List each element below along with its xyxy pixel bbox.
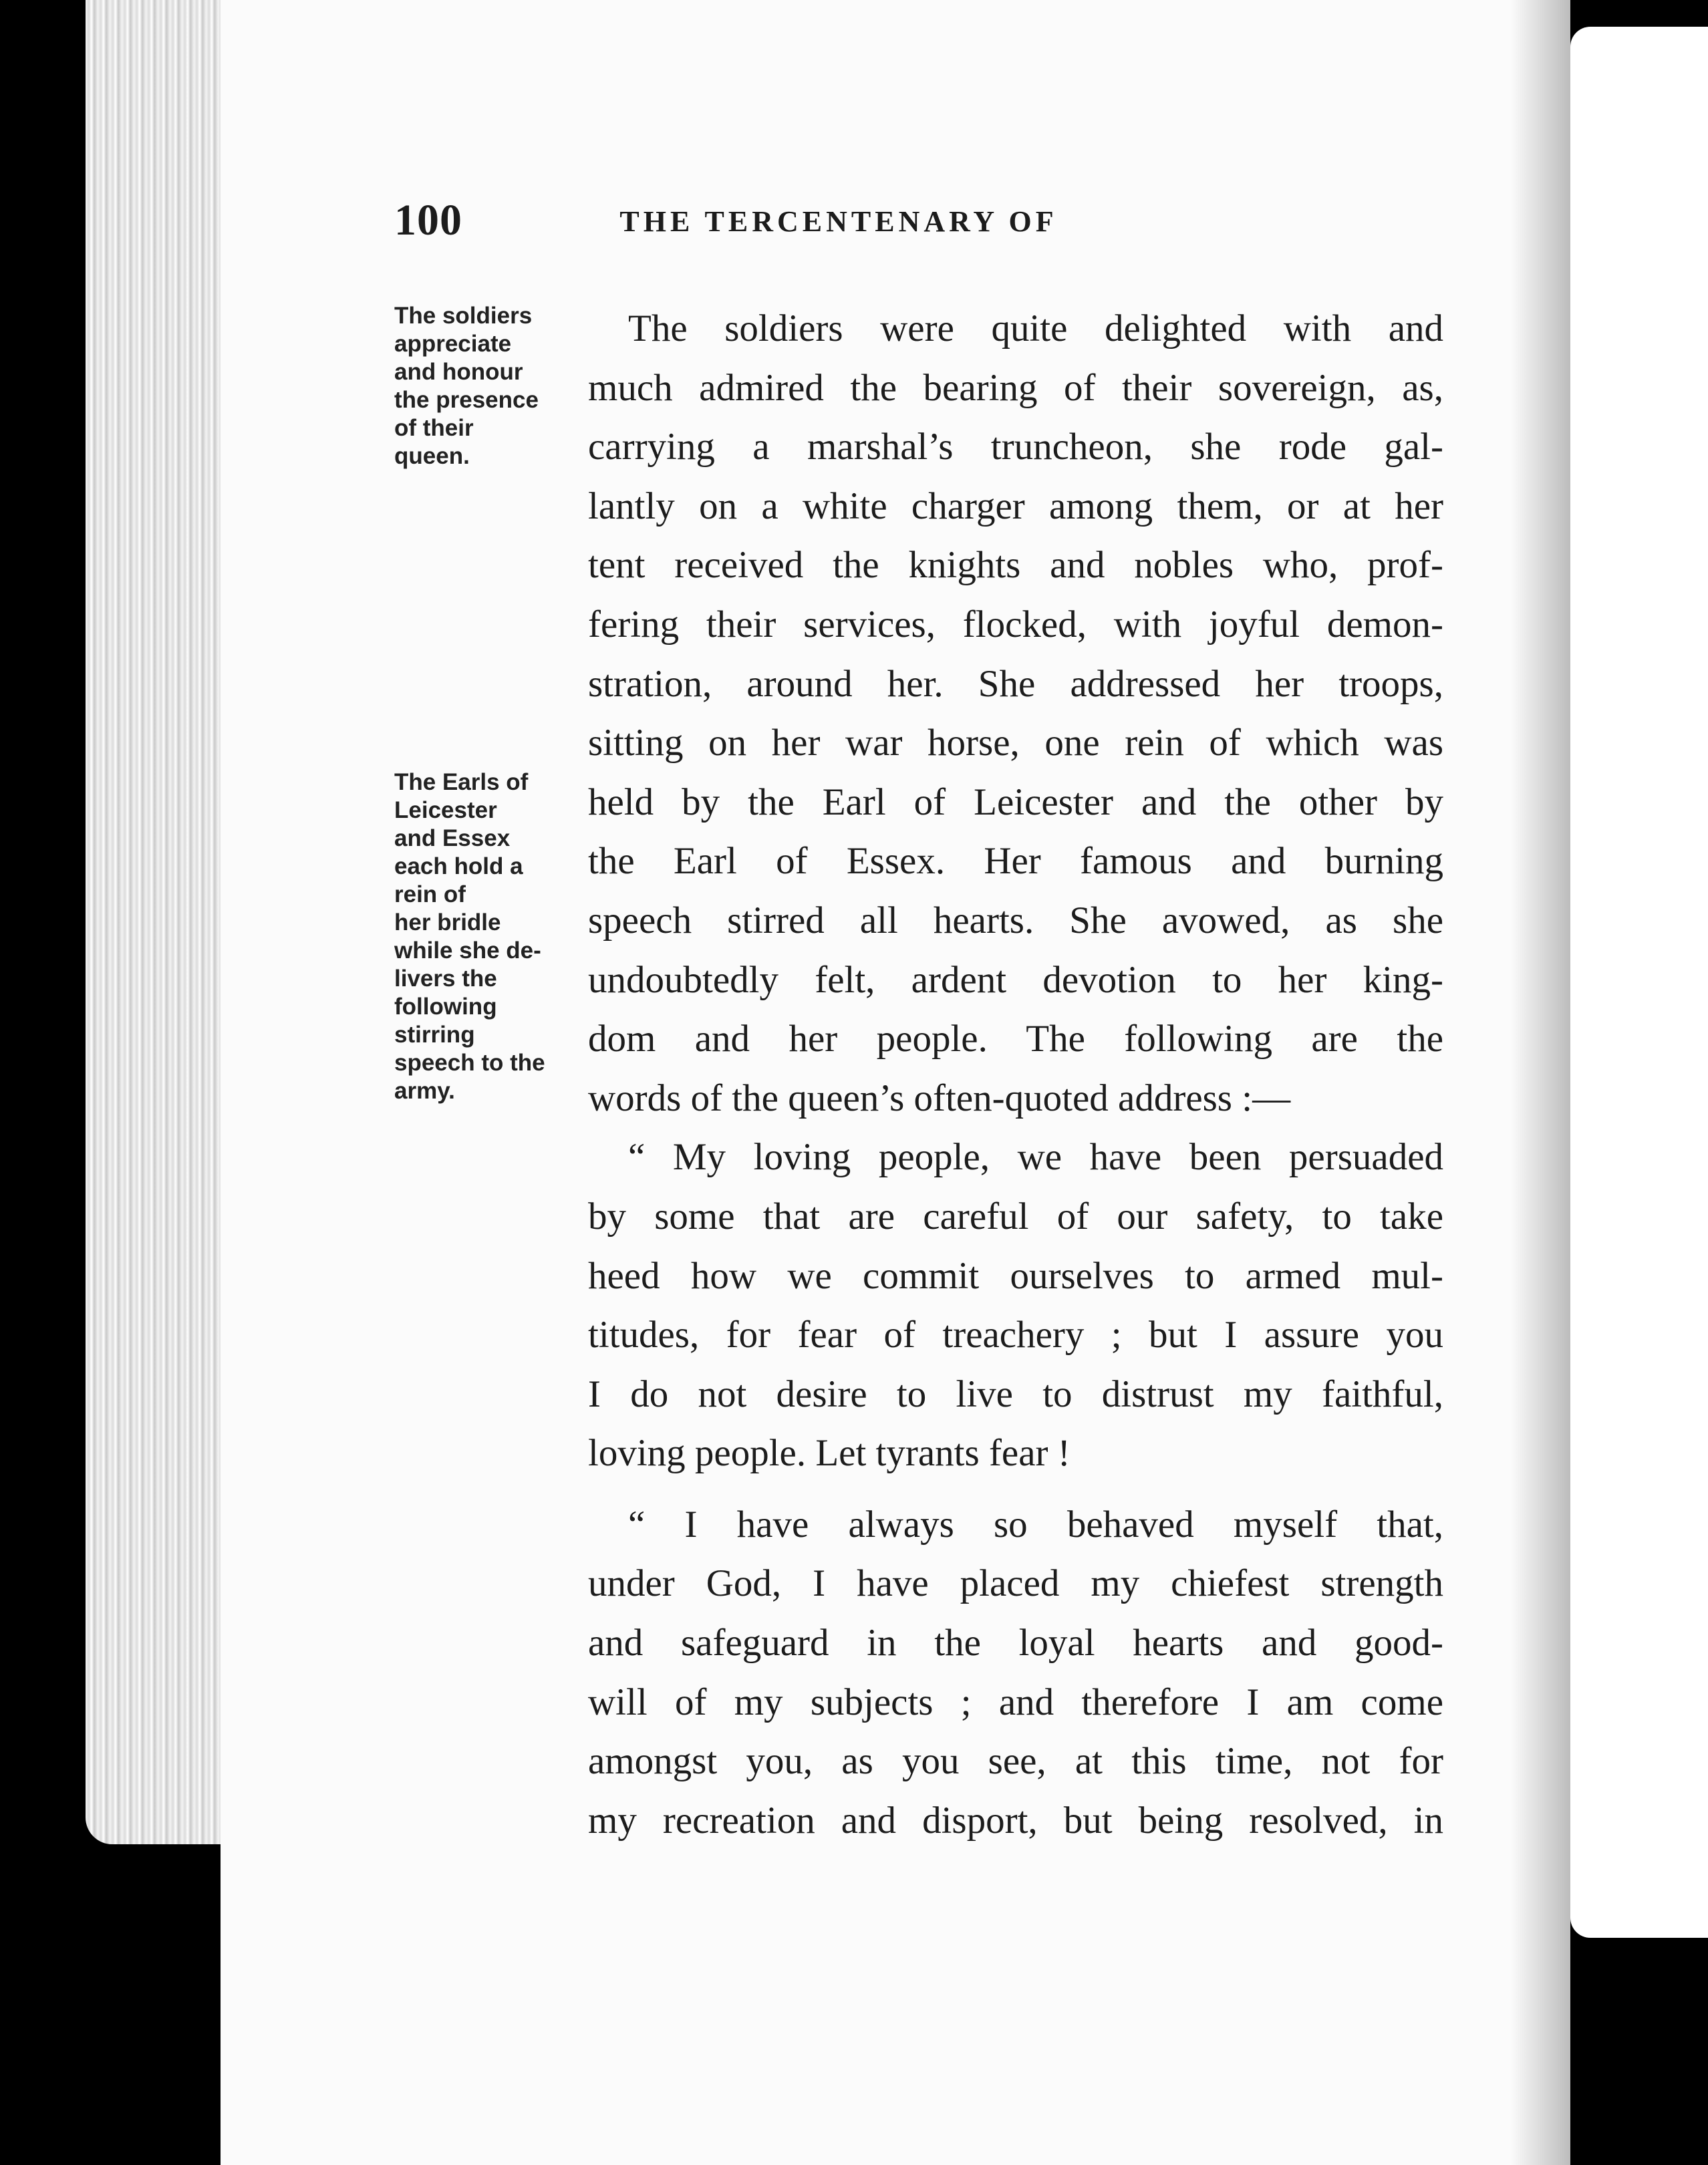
text-line: carrying a marshal’s truncheon, she rode gal- — [588, 426, 1443, 468]
text-line: my recreation and disport, but being resolved, in — [588, 1799, 1443, 1842]
text-line: much admired the bearing of their sovereign, as, — [588, 366, 1443, 409]
text-line: by some that are careful of our safety, to take — [588, 1195, 1443, 1238]
sidenote-line: following — [394, 994, 497, 1020]
sidenote-line: the presence — [394, 387, 539, 413]
text-line: and safeguard in the loyal hearts and good- — [588, 1622, 1443, 1665]
text-line: words of the queen’s often-quoted address :— — [588, 1076, 1291, 1119]
sidenote-line: The soldiers — [394, 303, 533, 329]
sidenote-line: Leicester — [394, 797, 497, 823]
text-line: undoubtedly felt, ardent devotion to her king- — [588, 958, 1443, 1001]
text-line: the Earl of Essex. Her famous and burning — [588, 840, 1443, 883]
text-line: will of my subjects ; and therefore I am come — [588, 1681, 1443, 1723]
text-line: “ I have always so behaved myself that, — [628, 1503, 1443, 1546]
sidenote-line: of their — [394, 415, 474, 441]
sidenote-line: speech to the — [394, 1050, 545, 1076]
page-number: 100 — [394, 196, 462, 245]
text-line: fering their services, flocked, with joyful demon- — [588, 603, 1443, 645]
sidenote-line: rein of — [394, 881, 466, 907]
text-line: speech stirred all hearts. She avowed, as she — [588, 899, 1443, 942]
sidenote-line: and honour — [394, 359, 523, 385]
sidenote-line: and Essex — [394, 825, 511, 851]
sidenote-line: livers the — [394, 966, 497, 992]
sidenote-line: queen. — [394, 443, 470, 469]
sidenote-earls — [394, 768, 595, 1105]
sidenote-line: army. — [394, 1078, 455, 1104]
text-line: tent received the knights and nobles who, prof- — [588, 544, 1443, 587]
text-line: lantly on a white charger among them, or at her — [588, 484, 1443, 527]
text-line: heed how we commit ourselves to armed mul- — [588, 1254, 1443, 1297]
running-title: THE TERCENTENARY OF — [619, 205, 1058, 238]
text-line: dom and her people. The following are the — [588, 1018, 1443, 1060]
text-line: I do not desire to live to distrust my faithful, — [588, 1373, 1443, 1415]
facing-page-edge — [1570, 27, 1708, 1938]
sidenote-line: her bridle — [394, 909, 501, 935]
text-line: sitting on her war horse, one rein of which was — [588, 722, 1443, 764]
sidenote-line: stirring — [394, 1022, 475, 1048]
sidenote-line: appreciate — [394, 331, 512, 357]
text-line: “ My loving people, we have been persuaded — [628, 1136, 1443, 1179]
sidenote-soldiers — [394, 302, 595, 470]
running-head — [394, 195, 1149, 249]
text-line: held by the Earl of Leicester and the other by — [588, 780, 1443, 823]
page-edges — [86, 0, 233, 1844]
text-line: amongst you, as you see, at this time, not for — [588, 1740, 1443, 1783]
sidenote-line: while she de- — [394, 937, 541, 964]
gutter-shadow — [1510, 0, 1570, 2165]
sidenote-line: The Earls of — [394, 769, 529, 795]
text-line: stration, around her. She addressed her troops, — [588, 662, 1443, 705]
body-text — [588, 299, 1443, 1850]
text-line: loving people. Let tyrants fear ! — [588, 1432, 1071, 1475]
text-line: under God, I have placed my chiefest strength — [588, 1562, 1443, 1605]
sidenote-line: each hold a — [394, 853, 523, 879]
text-line: titudes, for fear of treachery ; but I assure you — [588, 1314, 1443, 1356]
text-line: The soldiers were quite delighted with and — [628, 307, 1443, 349]
